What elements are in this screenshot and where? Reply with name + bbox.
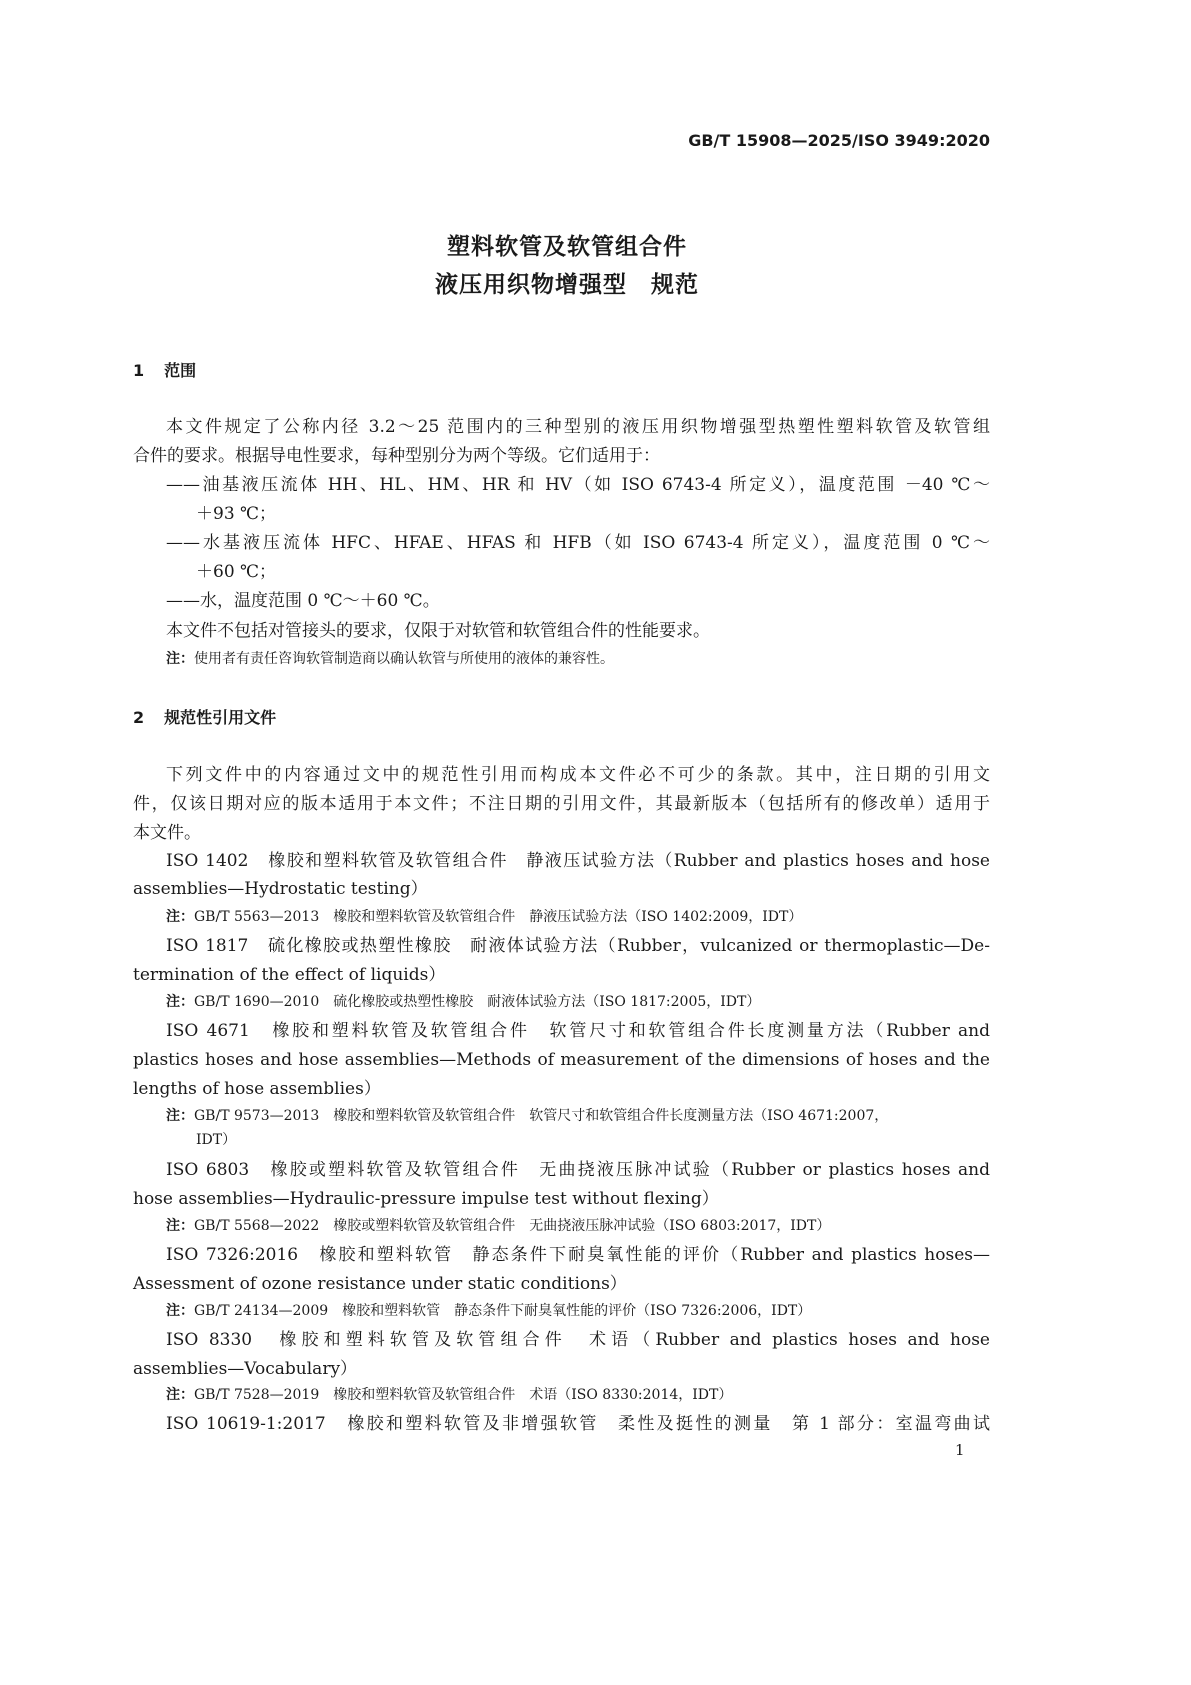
note-label: 注： — [166, 651, 194, 667]
list-item-cont: ＋60 ℃； — [196, 562, 277, 582]
reference-entry-cont: lengths of hose assemblies） — [133, 1079, 381, 1099]
document-code-header: GB/T 15908—2025/ISO 3949:2020 — [688, 131, 990, 150]
note-text: GB/T 24134—2009 橡胶和塑料软管 静态条件下耐臭氧性能的评价（ISO 7326:2006，IDT） — [194, 1303, 812, 1319]
section-number: 2 — [133, 708, 145, 727]
document-title-line-2: 液压用织物增强型 规范 — [435, 272, 699, 298]
list-item-cont: ＋93 ℃； — [196, 504, 277, 524]
section-heading-normative-references — [133, 705, 276, 728]
paragraph-line: 件，仅该日期对应的版本适用于本文件；不注日期的引用文件，其最新版本（包括所有的修改单）适用于 — [133, 794, 990, 814]
reference-entry: ISO 10619-1:2017 橡胶和塑料软管及非增强软管 柔性及挺性的测量 第 1 部分：室温弯曲试 — [166, 1414, 990, 1434]
note — [166, 1296, 990, 1326]
reference-entry: ISO 6803 橡胶或塑料软管及软管组合件 无曲挠液压脉冲试验（Rubber or plastics hoses and — [166, 1160, 990, 1180]
note-text: GB/T 5563—2013 橡胶和塑料软管及软管组合件 静液压试验方法（ISO 1402:2009，IDT） — [194, 909, 803, 925]
note-text: GB/T 1690—2010 硫化橡胶或热塑性橡胶 耐液体试验方法（ISO 1817:2005，IDT） — [194, 994, 761, 1010]
section-heading-scope — [133, 358, 196, 381]
note-text: GB/T 7528—2019 橡胶和塑料软管及软管组合件 术语（ISO 8330:2014，IDT） — [194, 1387, 733, 1403]
note — [166, 644, 990, 674]
reference-entry: ISO 1402 橡胶和塑料软管及软管组合件 静液压试验方法（Rubber and plastics hoses and hose — [166, 851, 990, 871]
list-item: ——水，温度范围 0 ℃～＋60 ℃。 — [166, 591, 440, 611]
note — [166, 902, 990, 932]
section-title: 范围 — [164, 361, 197, 380]
note-label: 注： — [166, 1218, 194, 1234]
section-title: 规范性引用文件 — [164, 708, 277, 727]
note-label: 注： — [166, 1303, 194, 1319]
note — [166, 987, 990, 1017]
reference-entry-cont: hose assemblies—Hydraulic-pressure impulse test without flexing） — [133, 1189, 719, 1209]
page-number: 1 — [955, 1441, 965, 1459]
note-label: 注： — [166, 1108, 194, 1124]
reference-entry-cont: termination of the effect of liquids） — [133, 965, 446, 985]
reference-entry-cont: assemblies—Vocabulary） — [133, 1359, 358, 1379]
paragraph-line: 合件的要求。根据导电性要求，每种型别分为两个等级。它们适用于： — [133, 446, 660, 466]
paragraph-line: 下列文件中的内容通过文中的规范性引用而构成本文件必不可少的条款。其中，注日期的引用文 — [166, 765, 990, 785]
note-text: 使用者有责任咨询软管制造商以确认软管与所使用的液体的兼容性。 — [194, 651, 614, 667]
paragraph-line: 本文件规定了公称内径 3.2～25 范围内的三种型别的液压用织物增强型热塑性塑料软管及软管组 — [166, 417, 990, 437]
list-item: ——油基液压流体 HH、HL、HM、HR 和 HV（如 ISO 6743-4 所定义），温度范围 －40 ℃～ — [166, 475, 990, 495]
note-label: 注： — [166, 1387, 194, 1403]
reference-entry: ISO 4671 橡胶和塑料软管及软管组合件 软管尺寸和软管组合件长度测量方法（Rubber and — [166, 1021, 990, 1041]
paragraph-line: 本文件不包括对管接头的要求，仅限于对软管和软管组合件的性能要求。 — [166, 621, 710, 641]
list-item: ——水基液压流体 HFC、HFAE、HFAS 和 HFB（如 ISO 6743-4 所定义），温度范围 0 ℃～ — [166, 533, 990, 553]
reference-entry-cont: assemblies—Hydrostatic testing） — [133, 879, 428, 899]
paragraph-line: 本文件。 — [133, 823, 201, 843]
note-cont: IDT） — [196, 1132, 237, 1148]
note-label: 注： — [166, 909, 194, 925]
note-text: GB/T 9573—2013 橡胶和塑料软管及软管组合件 软管尺寸和软管组合件长度测量方法（ISO 4671:2007， — [194, 1108, 889, 1124]
note — [166, 1211, 990, 1241]
reference-entry: ISO 1817 硫化橡胶或热塑性橡胶 耐液体试验方法（Rubber，vulcanized or thermoplastic—De- — [166, 936, 990, 956]
note-label: 注： — [166, 994, 194, 1010]
reference-entry-cont: Assessment of ozone resistance under static conditions） — [133, 1274, 627, 1294]
reference-entry-cont: plastics hoses and hose assemblies—Methods of measurement of the dimensions of hoses and the — [133, 1050, 990, 1070]
reference-entry: ISO 7326:2016 橡胶和塑料软管 静态条件下耐臭氧性能的评价（Rubber and plastics hoses— — [166, 1245, 990, 1265]
note — [166, 1380, 990, 1410]
section-number: 1 — [133, 361, 145, 380]
note-text: GB/T 5568—2022 橡胶或塑料软管及软管组合件 无曲挠液压脉冲试验（ISO 6803:2017，IDT） — [194, 1218, 831, 1234]
reference-entry: ISO 8330 橡胶和塑料软管及软管组合件 术语（Rubber and plastics hoses and hose — [166, 1330, 990, 1350]
document-title-line-1: 塑料软管及软管组合件 — [447, 234, 687, 260]
